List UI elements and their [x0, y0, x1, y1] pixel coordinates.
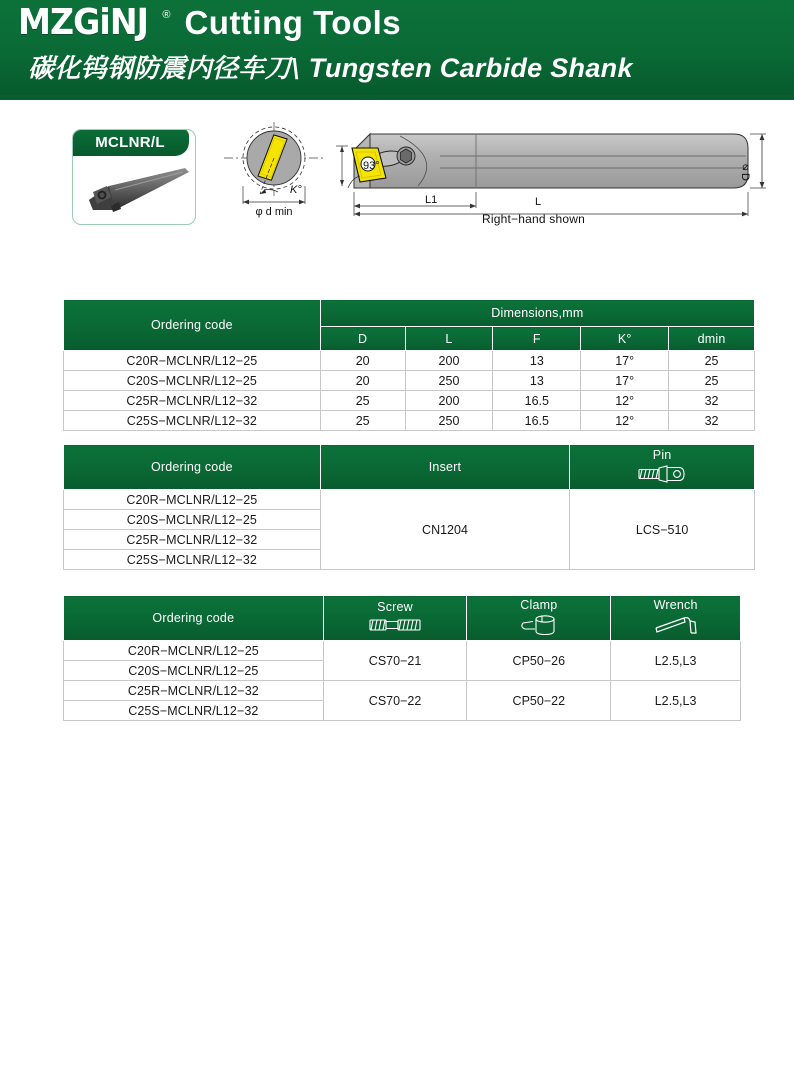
cell-ordering-code: C20R−MCLNR/L12−25: [64, 490, 321, 510]
table-row: [64, 411, 755, 431]
cross-section-angle-label: K°: [290, 184, 302, 196]
wrench-icon: [651, 614, 701, 636]
cell-d: 25: [320, 411, 405, 431]
cell-ordering-code: C25S−MCLNR/L12−32: [64, 550, 321, 570]
cell-wrench: L2.5,L3: [611, 641, 741, 681]
header-insert: Insert: [320, 445, 570, 490]
header-screw: [323, 596, 467, 641]
header-wrench-stack: [611, 597, 740, 638]
cell-l: 250: [405, 371, 493, 391]
table-row: [64, 641, 741, 661]
banner-title-row: [18, 2, 401, 43]
header-dimensions-group: Dimensions,mm: [320, 300, 754, 327]
diagram-strip: [0, 104, 794, 254]
cell-ordering-code: C25S−MCLNR/L12−32: [64, 701, 324, 721]
header-ordering-code: Ordering code: [64, 596, 324, 641]
cell-ordering-code: C20S−MCLNR/L12−25: [64, 510, 321, 530]
header-col-dmin: dmin: [669, 327, 755, 351]
side-view-angle-label: 93°: [363, 160, 380, 172]
table-row: [64, 391, 755, 411]
cell-l: 200: [405, 351, 493, 371]
cell-screw: CS70−21: [323, 641, 467, 681]
cell-l: 250: [405, 411, 493, 431]
cell-ordering-code: C20R−MCLNR/L12−25: [64, 351, 321, 371]
cell-f: 13: [493, 371, 581, 391]
side-view-l1-label: L1: [425, 194, 438, 206]
cell-d: 20: [320, 351, 405, 371]
table-row: [64, 371, 755, 391]
screw-icon: [366, 616, 424, 634]
side-view-caption: Right−hand shown: [482, 212, 585, 226]
header-wrench-label: Wrench: [653, 598, 698, 613]
header-col-l: L: [405, 327, 493, 351]
dimensions-table: [63, 299, 755, 431]
banner-subtitle-cn: 碳化钨钢防震内径车刀\: [28, 54, 301, 84]
header-clamp-label: Clamp: [520, 598, 558, 613]
cell-dmin: 25: [669, 371, 755, 391]
side-view-diameter-label: ⌀D: [739, 160, 751, 181]
side-view-l-label: L: [535, 196, 542, 208]
cell-f: 16.5: [493, 391, 581, 411]
cross-section-diameter-label: φ d min: [255, 206, 293, 218]
header-clamp: [467, 596, 611, 641]
cell-ordering-code: C20S−MCLNR/L12−25: [64, 371, 321, 391]
boring-bar-photo-icon: [85, 166, 189, 216]
cell-dmin: 32: [669, 411, 755, 431]
cell-clamp: CP50−22: [467, 681, 611, 721]
cell-dmin: 32: [669, 391, 755, 411]
table-row: [64, 490, 755, 510]
clamp-icon: [517, 614, 561, 636]
side-view-diagram: [330, 116, 770, 236]
parts-table: [63, 595, 741, 721]
cell-wrench: L2.5,L3: [611, 681, 741, 721]
header-col-d: D: [320, 327, 405, 351]
header-col-f: F: [493, 327, 581, 351]
banner-heading: Cutting Tools: [184, 4, 402, 41]
cell-k: 12°: [581, 411, 669, 431]
cell-f: 13: [493, 351, 581, 371]
cell-ordering-code: C25R−MCLNR/L12−32: [64, 391, 321, 411]
cell-clamp: CP50−26: [467, 641, 611, 681]
header-pin-label: Pin: [652, 448, 672, 463]
cell-k: 17°: [581, 351, 669, 371]
cell-pin: LCS−510: [570, 490, 755, 570]
header-clamp-stack: [467, 597, 610, 638]
cell-ordering-code: C20S−MCLNR/L12−25: [64, 661, 324, 681]
header-pin-stack: [570, 447, 754, 486]
cross-section-diagram: [222, 120, 326, 230]
banner-subtitle: [28, 48, 633, 85]
cell-f: 16.5: [493, 411, 581, 431]
header-wrench: [611, 596, 741, 641]
product-type-badge: MCLNR/L: [72, 129, 189, 156]
cell-insert: CN1204: [320, 490, 570, 570]
cell-ordering-code: C25R−MCLNR/L12−32: [64, 530, 321, 550]
cell-dmin: 25: [669, 351, 755, 371]
cell-k: 17°: [581, 371, 669, 391]
cell-k: 12°: [581, 391, 669, 411]
cell-d: 25: [320, 391, 405, 411]
page-banner: [0, 0, 794, 100]
product-photo-card: [72, 129, 196, 225]
brand-logo: MZGiNJ: [18, 2, 149, 43]
parts-header-row: [64, 596, 741, 641]
dimensions-table-header-row-1: [64, 300, 755, 327]
header-ordering-code: Ordering code: [64, 300, 321, 351]
header-screw-stack: [324, 599, 467, 636]
header-screw-label: Screw: [377, 600, 413, 615]
banner-subtitle-en: Tungsten Carbide Shank: [308, 53, 633, 83]
cell-l: 200: [405, 391, 493, 411]
insert-pin-header-row: [64, 445, 755, 490]
table-row: [64, 681, 741, 701]
table-row: [64, 351, 755, 371]
pin-icon: [634, 464, 690, 484]
header-pin: [570, 445, 755, 490]
registered-trademark-icon: ®: [162, 9, 171, 21]
insert-pin-table: [63, 444, 755, 570]
header-ordering-code: Ordering code: [64, 445, 321, 490]
header-col-k: K°: [581, 327, 669, 351]
cell-ordering-code: C25R−MCLNR/L12−32: [64, 681, 324, 701]
cell-screw: CS70−22: [323, 681, 467, 721]
cell-d: 20: [320, 371, 405, 391]
cell-ordering-code: C25S−MCLNR/L12−32: [64, 411, 321, 431]
cell-ordering-code: C20R−MCLNR/L12−25: [64, 641, 324, 661]
